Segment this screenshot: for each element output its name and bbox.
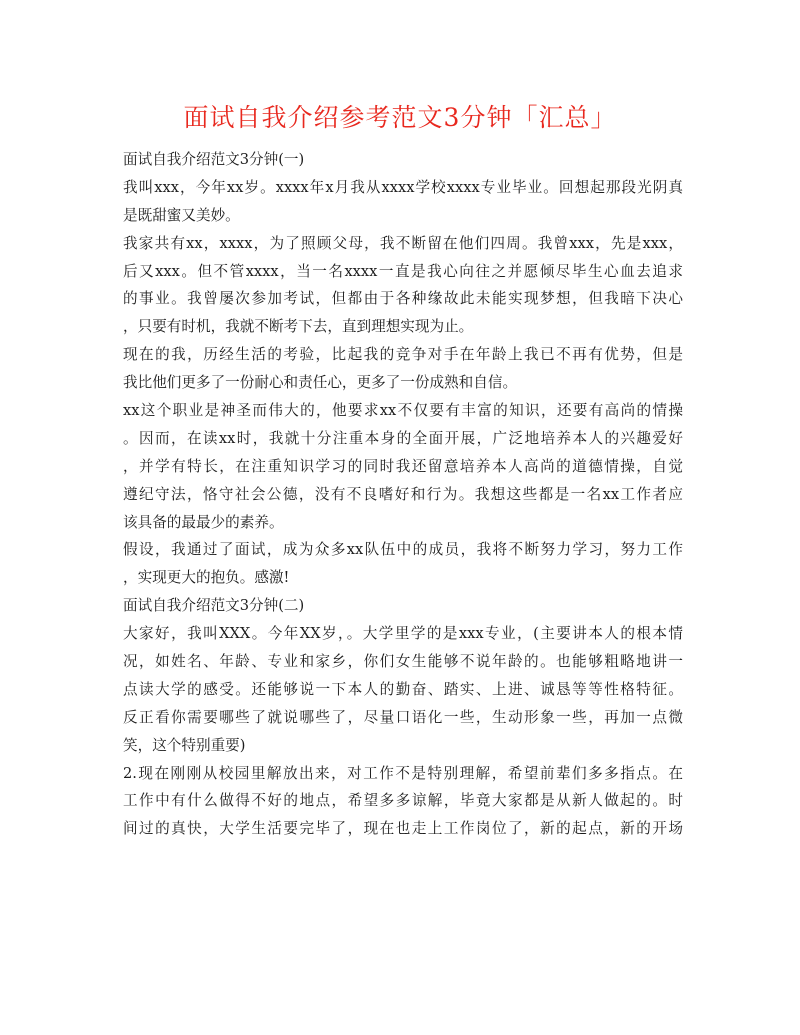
text-line: ，并学有特长，在注重知识学习的同时我还留意培养本人高尚的道德情操，自觉 xyxy=(123,457,683,475)
text-line: 我比他们更多了一份耐心和责任心，更多了一份成熟和自信。 xyxy=(123,374,518,392)
text-line: 间过的真快，大学生活要完毕了，现在也走上工作岗位了，新的起点，新的开场 xyxy=(123,820,683,838)
text-line: 遵纪守法，恪守社会公德，没有不良嗜好和行为。我想这些都是一名xx工作者应 xyxy=(123,485,683,503)
text-line: 反正看你需要哪些了就说哪些了，尽量口语化一些，生动形象一些，再加一点微 xyxy=(123,708,683,726)
text-line: 点读大学的感受。还能够说一下本人的勤奋、踏实、上进、诚恳等等性格特征。 xyxy=(123,680,683,698)
text-line: 况，如姓名、年龄、专业和家乡，你们女生能够不说年龄的。也能够粗略地讲一 xyxy=(123,653,683,671)
text-line: 。因而，在读xx时，我就十分注重本身的全面开展，广泛地培养本人的兴趣爱好 xyxy=(123,429,683,447)
text-line: ，实现更大的抱负。感激! xyxy=(123,569,290,587)
document-body xyxy=(123,146,683,843)
text-line: 笑，这个特别重要) xyxy=(123,736,246,754)
text-line: 我叫xxx，今年xx岁。xxxx年x月我从xxxx学校xxxx专业毕业。回想起那段光阴真 xyxy=(123,178,683,196)
text-line: 现在的我，历经生活的考验，比起我的竞争对手在年龄上我已不再有优势，但是 xyxy=(123,346,683,364)
text-line: 后又xxx。但不管xxxx，当一名xxxx一直是我心向往之并愿倾尽毕生心血去追求 xyxy=(123,262,683,280)
document-title: 面试自我介绍参考范文3分钟「汇总」 xyxy=(183,103,617,132)
text-line: 大家好，我叫XXX。今年XX岁，。大学里学的是xxx专业，(主要讲本人的根本情 xyxy=(123,625,683,643)
text-line: xx这个职业是神圣而伟大的，他要求xx不仅要有丰富的知识，还要有高尚的情操 xyxy=(123,402,683,420)
text-line: 我家共有xx，xxxx，为了照顾父母，我不断留在他们四周。我曾xxx，先是xxx， xyxy=(123,234,683,252)
text-line: 面试自我介绍范文3分钟(二) xyxy=(123,597,305,615)
text-line: 是既甜蜜又美妙。 xyxy=(123,206,240,224)
text-line: 该具备的最最少的素养。 xyxy=(123,513,284,531)
text-line: 面试自我介绍范文3分钟(一) xyxy=(123,151,305,168)
text-line: 假设，我通过了面试，成为众多xx队伍中的成员，我将不断努力学习，努力工作 xyxy=(123,541,683,559)
text-line: 2.现在刚刚从校园里解放出来，对工作不是特别理解，希望前辈们多多指点。在 xyxy=(123,764,683,782)
text-line: ，只要有时机，我就不断考下去，直到理想实现为止。 xyxy=(123,318,474,336)
text-line: 工作中有什么做得不好的地点，希望多多谅解，毕竟大家都是从新人做起的。时 xyxy=(123,792,683,810)
text-line: 的事业。我曾屡次参加考试，但都由于各种缘故此未能实现梦想，但我暗下决心 xyxy=(123,290,683,308)
